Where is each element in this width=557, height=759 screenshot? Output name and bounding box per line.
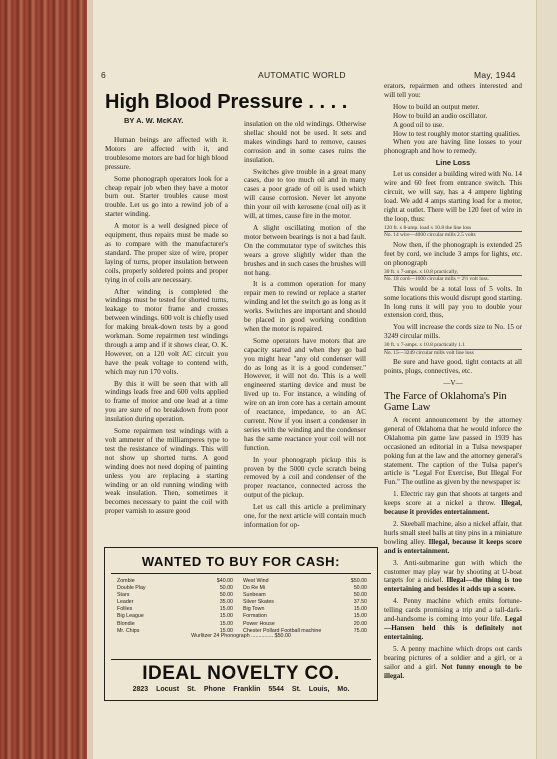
ad-item-list-right <box>243 578 367 635</box>
ad-item: Big Town 15.00 <box>243 606 367 613</box>
ad-item: West Wind $50.00 <box>243 578 367 584</box>
ad-item: Stars 50.00 <box>117 592 233 599</box>
ad-item: Leader 35.00 <box>117 599 233 606</box>
paragraph: Now then, if the phonograph is extended 25 feet by cord, we include 3 amps for lights, etc. on phonograph <box>384 240 522 267</box>
adjacent-page-edge <box>536 0 557 759</box>
ad-item: Blondie 15.00 <box>117 620 233 627</box>
paragraph: Human beings are affected with it. Motors are affected with it, and troublesome motors are bad for high blood pressure. <box>105 136 228 171</box>
ad-item-list-left <box>117 578 233 635</box>
ad-item: Silver Skates 37.50 <box>243 599 367 606</box>
section-separator: —V— <box>443 379 463 388</box>
formula-line: No. 14 wire—4000 circular mills 2.5 volts <box>384 232 476 239</box>
formula-line: 30 ft. x 7-amps. x 10.8 practically 1.1 <box>384 342 522 350</box>
paragraph: Switches give trouble in a great many cases, due to too much oil and in many cases a poor grade of oil is used which will cause corrosion. Never let anyone thin your oil with kerosene (coal oil) as it will, at times, cause fire in the motor. <box>244 167 366 221</box>
article-title: High Blood Pressure . . . . <box>105 91 348 113</box>
divider <box>111 573 371 574</box>
paragraph: Be sure and have good, tight contacts at all points, plugs, connectives, etc. <box>384 358 522 376</box>
list-item: 3. Anti-submarine gun with which the customer may play war by shooting at U-boat targets for a nickel. Illegal—the thing is too entertaining and besides it adds up a score. <box>384 558 522 594</box>
company-name: IDEAL NOVELTY CO. <box>142 663 340 684</box>
paragraph: After winding is completed the windings must be tested for shorted turns, leakage to motor frame and crosses between windings. 600 volt is chiefly used for making break-down tests by a good workman. Some repairmen test windings through a amp and if it shows clear, O. K. However, on a 120 volt AC circuit you have the peak voltage to contend with, which may run 170 volts. <box>105 287 228 376</box>
list-item: How to build an output meter. <box>393 102 480 111</box>
page-number: 6 <box>101 70 107 80</box>
formula-line: 120 ft. x 8-amp. load x 10.8 the line loss <box>384 225 522 233</box>
ad-item: Follies 15.00 <box>117 606 233 613</box>
paragraph: It is a common operation for many repair men to rewind or replace a starter winding and let the switch go as long as it works. Switches are important and should be placed in good working condition when the motor is repaired. <box>244 280 366 333</box>
company-phone: Phone Franklin 5544 <box>203 686 284 693</box>
paragraph: A slight oscillating motion of the motor between bearings is not a bad fault. On the commutator type of switches this wears a grove slightly wider than the brushes and in such cases the brushes will not hang. <box>244 223 366 277</box>
list-item: 2. Skeeball machine, also a nickel affair, that hurls small steel balls at tiny pins in a miniature bowling alley. Illegal, because it keeps score and is entertainment. <box>384 520 522 555</box>
ad-item: Mr. Chips 15.00 <box>117 627 233 634</box>
company-address: 2823 Locust St. <box>132 686 196 693</box>
paragraph: Let us call this article a preliminary one, for the next article will contain much information for op- <box>244 503 366 529</box>
ad-item: Big League 15.00 <box>117 613 233 620</box>
paragraph: By this it will be seen that with all windings leads free and 600 volts applied to frame of motor and one lead at a time you are sure of no breakdown from poor insulation during operation. <box>105 379 228 424</box>
magazine-name: AUTOMATIC WORLD <box>258 70 346 80</box>
article-column-3 <box>384 82 522 683</box>
formula-line: No. 18 cord—1600 circular mills = 2½ volt loss. <box>384 276 490 283</box>
list-item: 5. A penny machine which drops out cards bearing pictures of a soldier and a girl, or a sailor and a girl. Not funny enough to be illegal. <box>384 644 522 680</box>
ad-item: Power House 20.00 <box>243 620 367 627</box>
article-column-1 <box>105 136 228 519</box>
paragraph: Some repairmen test windings with a volt ammeter of the milliamperes type to test the resistance of windings. This will not show up shorted turns. A good winding does not need doping of painting unless you are replacing a starting winding or an old running winding with weak insulation. Then, sometimes it becomes necessary to paint the coil with proper varnish to assure good <box>105 427 228 516</box>
ad-item: Zombie $40.00 <box>117 578 233 584</box>
paragraph: Some operators have motors that are capacity started and when they go bad you might hear "any old condenser will do as long as it is a good condenser." However, it will not do. This is a well engineered starting device and must be lived up to. For instance, a winding of wire on an iron core has a certain amount of reactance, impedance, to an AC current. Now if you insert a condenser in series with the winding and the condenser has the same reactance your coil will not function. <box>244 336 366 452</box>
paragraph: In your phonograph pickup this is proven by the 5000 cycle scratch being removed by a coil and condenser of the proper reactance, connected across the output of the pickup. <box>244 455 366 500</box>
article-column-2 <box>244 120 366 533</box>
paragraph: A motor is a well designed piece of equipment, thus repairs must be made so as to compare with the manufacturer's standard. The proper size of wire, proper laying of turns, proper insulation between coils, properly soldered points and proper tying in of coils are necessary. <box>105 222 228 284</box>
paragraph: erators, repairmen and others interested and will tell you: <box>384 82 522 99</box>
ad-item: Sunbeam 50.00 <box>243 592 367 599</box>
paragraph: insulation on the old windings. Otherwise shellac should not be used. It sets and makes windings hard to remove, causes corrosion and in some cases ruins the insulation. <box>244 120 366 164</box>
ad-item: Do Re Mi 50.00 <box>243 585 367 592</box>
company-contact <box>105 686 377 693</box>
article-title-2: The Farce of Oklahoma's Pin Game Law <box>384 391 507 414</box>
ad-featured-item: Wurlitzer 24 Phonograph ............... $50.00 <box>191 633 291 639</box>
article-byline: BY A. W. McKAY. <box>124 116 184 125</box>
ad-item: Formation 15.00 <box>243 613 367 620</box>
formula-line: No. 15—3249 circular mills volt line loss <box>384 349 474 356</box>
formula-line: 30 ft. x 7-amps. x 10.8 practically, <box>384 269 522 277</box>
paragraph: A recent announcement by the attorney general of Oklahoma that he would inforce the Oklahoma pin game law passed in 1939 has occasioned an editorial in a Tulsa newspaper poking fun at the law and the attorney general's statement. The caption of the Tulsa paper's article is "Legal For Exercise, But Illegal For Fun." The outline as given by the newspaper is: <box>384 416 522 487</box>
paragraph: Some phonograph operators look for a cheap repair job when they have a motor burn out. Starter troubles cause most trouble. Let us go into a rewind job of a starter winding. <box>105 174 228 219</box>
list-item: 1. Electric ray gun that shoots at targets and keeps score at a nickel a throw. Illegal, because it provides entertainment. <box>384 490 522 517</box>
advertisement-box <box>104 547 378 701</box>
divider <box>111 659 371 660</box>
list-item: How to test roughly motor starting qualities. <box>393 129 521 138</box>
list-item: How to build an audio oscillator. <box>393 111 488 120</box>
section-heading: Line Loss <box>435 158 471 168</box>
ad-title: WANTED TO BUY FOR CASH: <box>141 554 341 569</box>
company-city: St. Louis, Mo. <box>291 686 350 693</box>
paragraph: Let us consider a building wired with No. 14 wire and 60 feet from entrance switch. This circuit, we will say, has a 4 ampere lighting load. We add 4 amps starting load for a motor, right at outlet. There will be 120 feet of wire in the loop, thus: <box>384 170 522 223</box>
paragraph: You will increase the cords size to No. 15 or 3249 circular mills. <box>384 323 522 341</box>
ad-item: Chester Pollard Football machine 75.00 <box>243 627 367 634</box>
book-binding <box>0 0 93 759</box>
list-item: 4. Penny machine which emits fortune-telling cards promising a trip and a tall-dark-and-handsome is coming into your life. Legal—Hansen held this is definitely not entertaining. <box>384 597 522 641</box>
issue-date: May, 1944 <box>474 70 516 80</box>
ad-item: Double Play 50.00 <box>117 585 233 592</box>
list-item: When you are having line losses to your phonograph and how to remedy. <box>384 138 522 156</box>
list-item: A good oil to use. <box>393 120 444 129</box>
paragraph: This would be a total loss of 5 volts. In some locations this would disrupt good starting. In long runs it will pay you to double your extension cord, thus, <box>384 284 522 320</box>
